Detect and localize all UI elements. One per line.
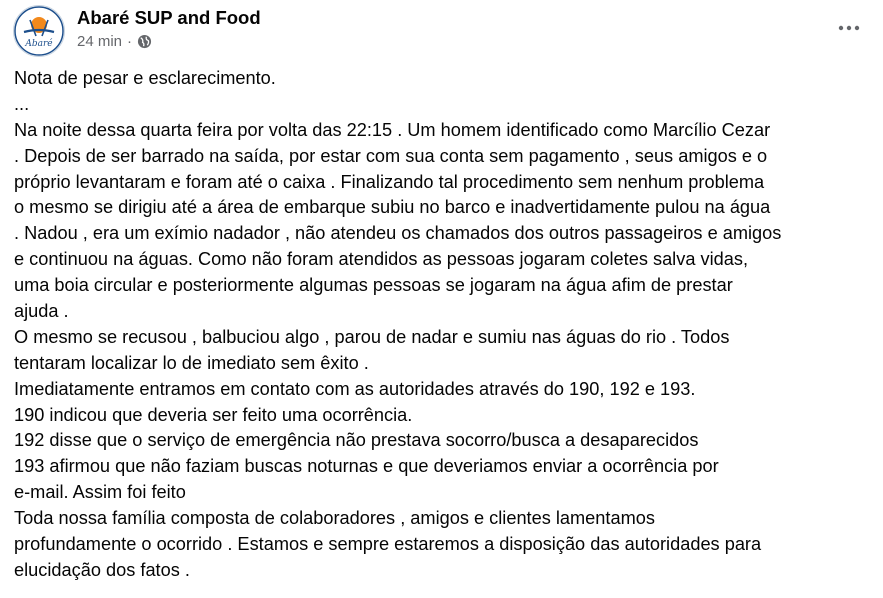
page-avatar[interactable] <box>13 5 65 57</box>
post-text-line: profundamente o ocorrido . Estamos e sempre estaremos a disposição das autoridades para <box>14 534 762 555</box>
post-text <box>14 66 874 584</box>
post-text-line: e-mail. Assim foi feito <box>14 482 186 503</box>
post-text-line: ... <box>14 93 30 114</box>
post-text-line: 192 disse que o serviço de emergência não prestava socorro/busca a desaparecidos <box>14 430 699 451</box>
post-text-line: uma boia circular e posteriormente algumas pessoas se jogaram na água afim de prestar <box>14 275 733 296</box>
post-text-line: O mesmo se recusou , balbuciou algo , parou de nadar e sumiu nas águas do rio . Todos <box>14 326 730 347</box>
post-text-line: o mesmo se dirigiu até a área de embarque subiu no barco e inadvertidamente pulou na água <box>14 197 771 218</box>
post-header <box>13 4 873 60</box>
post-text-line: próprio levantaram e foram até o caixa . Finalizando tal procedimento sem nenhum problema <box>14 171 765 192</box>
post-text-line: elucidação dos fatos . <box>14 559 190 580</box>
page-name-link[interactable]: Abaré SUP and Food <box>77 7 261 28</box>
post-text-line: Imediatamente entramos em contato com as autoridades através do 190, 192 e 193. <box>14 378 696 399</box>
more-options-icon <box>837 24 861 32</box>
post-text-line: Toda nossa família composta de colaboradores , amigos e clientes lamentamos <box>14 508 655 529</box>
post-text-line: Nota de pesar e esclarecimento. <box>14 68 276 88</box>
globe-icon[interactable] <box>137 34 152 49</box>
svg-text:Abaré: Abaré <box>25 39 53 49</box>
post-text-line: e continuou na águas. Como não foram atendidos as pessoas jogaram coletes salva vidas, <box>14 249 749 270</box>
post-text-line: . Nadou , era um exímio nadador , não atendeu os chamados dos outros passageiros e amigos <box>14 223 782 244</box>
post-timestamp[interactable]: 24 min <box>77 33 123 50</box>
abare-logo-icon <box>14 6 64 56</box>
post-text-line: tentaram localizar lo de imediato sem êxito . <box>14 352 369 373</box>
post-text-line: 190 indicou que deveria ser feito uma ocorrência. <box>14 404 413 425</box>
meta-separator: · <box>127 33 133 50</box>
post-meta <box>77 33 152 50</box>
post-text-line: 193 afirmou que não faziam buscas noturnas e que deveriamos enviar a ocorrência por <box>14 456 719 477</box>
post-text-line: ajuda . <box>14 301 69 322</box>
post-text-line: Na noite dessa quarta feira por volta das 22:15 . Um homem identificado como Marcílio Cezar <box>14 119 771 140</box>
more-options-button[interactable] <box>831 14 867 42</box>
post-text-line: . Depois de ser barrado na saída, por estar com sua conta sem pagamento , seus amigos e o <box>14 145 768 166</box>
